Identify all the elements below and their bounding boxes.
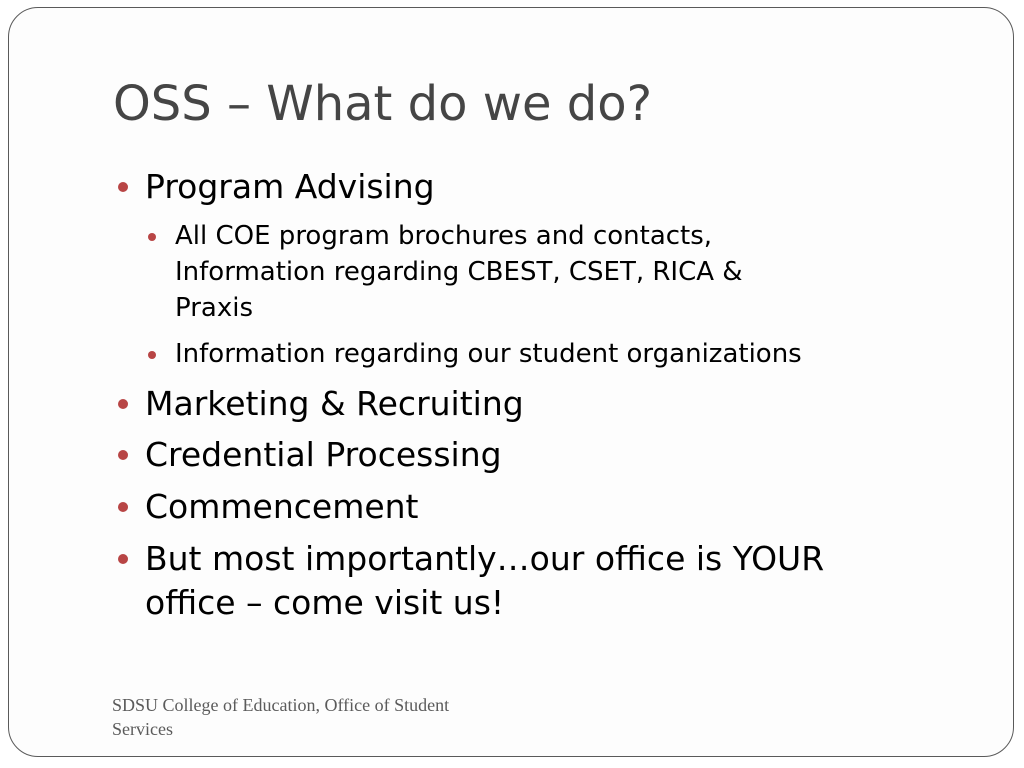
bullet-dot-icon [118,554,128,564]
slide-title: OSS – What do we do? [113,76,653,132]
slide-footer [112,693,492,741]
bullet-text: Information regarding our student organizations [175,339,802,369]
bullet-text: Praxis [175,293,253,323]
bullet-text: Marketing & Recruiting [145,384,524,423]
footer-line: Services [112,719,173,739]
sub-bullet-brochures [175,218,712,254]
bullet-dot-icon [148,233,156,241]
bullet-marketing [145,381,524,426]
bullet-dot-icon [118,450,128,460]
bullet-credential [145,432,502,477]
bullet-dot-icon [118,502,128,512]
footer-line: SDSU College of Education, Office of Student [112,695,450,715]
sub-bullet-organizations [175,336,802,372]
bullet-program-advising [145,164,435,209]
bullet-text: Credential Processing [145,435,502,474]
bullet-text: All COE program brochures and contacts, [175,221,713,251]
bullet-commencement [145,484,419,529]
bullet-text: Program Advising [145,167,435,206]
sub-bullet-brochures-line3 [175,290,253,326]
bullet-dot-icon [118,182,128,192]
bullet-visit-us-line2 [145,580,504,625]
bullet-text: But most importantly…our office is YOUR [145,539,825,578]
bullet-dot-icon [148,351,156,359]
bullet-text: Information regarding CBEST, CSET, RICA & [175,257,743,287]
bullet-text: Commencement [145,487,419,526]
bullet-text: office – come visit us! [145,583,505,622]
bullet-dot-icon [118,399,128,409]
bullet-visit-us [145,536,824,581]
sub-bullet-brochures-line2 [175,254,743,290]
